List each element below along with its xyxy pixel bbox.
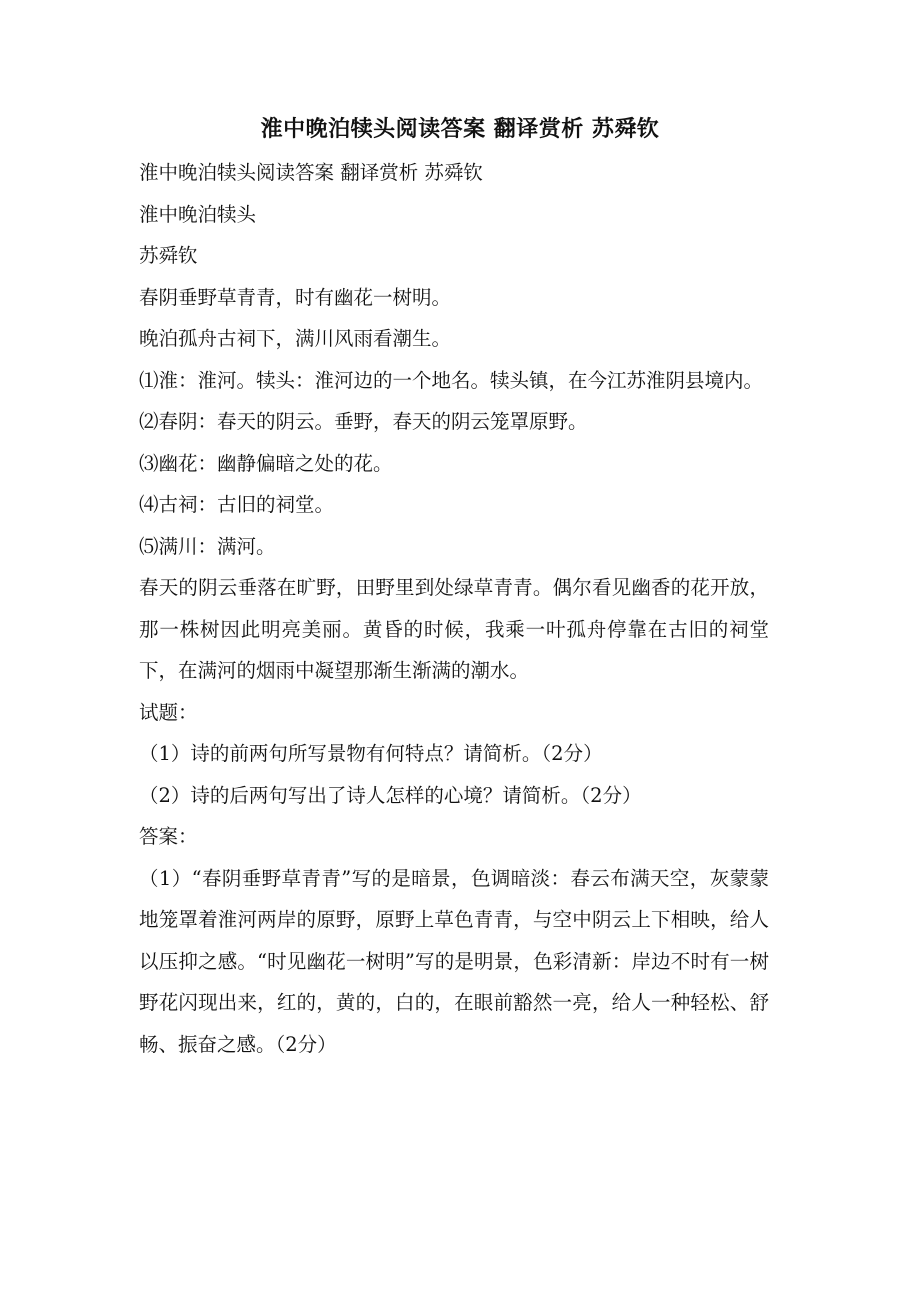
poem-line: 春阴垂野草青青，时有幽花一树明。 <box>139 285 452 309</box>
note-item: ⑴淮：淮河。犊头：淮河边的一个地名。犊头镇，在今江苏淮阴县境内。 <box>139 368 764 392</box>
note-item: ⑷古祠：古旧的祠堂。 <box>139 493 335 516</box>
subtitle: 淮中晚泊犊头阅读答案 翻译赏析 苏舜钦 <box>139 161 483 184</box>
poem-line: 晚泊孤舟古祠下，满川风雨看潮生。 <box>139 327 452 350</box>
translation-paragraph: 春天的阴云垂落在旷野，田野里到处绿草青青。偶尔看见幽香的花开放，那一株树因此明亮美丽。黄昏的时候，我乘一叶孤舟停靠在古旧的祠堂下，在满河的烟雨中凝望那渐生渐满的潮水。 <box>139 576 769 682</box>
questions-label: 试题： <box>139 700 198 724</box>
note-item: ⑶幽花：幽静偏暗之处的花。 <box>139 451 393 475</box>
note-item: ⑵春阴：春天的阴云。垂野，春天的阴云笼罩原野。 <box>139 410 588 433</box>
poem-title: 淮中晚泊犊头 <box>139 202 257 226</box>
question-item: （1）诗的前两句所写景物有何特点？请简析。（2分） <box>139 742 603 765</box>
answers-label: 答案： <box>139 825 198 848</box>
document-body <box>139 152 769 1065</box>
poem-author: 苏舜钦 <box>139 244 198 267</box>
question-item: （2）诗的后两句写出了诗人怎样的心境？请简析。（2分） <box>139 783 642 807</box>
note-item: ⑸满川：满河。 <box>139 534 276 558</box>
document-title: 淮中晚泊犊头阅读答案 翻译赏析 苏舜钦 <box>260 116 660 142</box>
answer-item: （1）“春阴垂野草青青”写的是暗景，色调暗淡：春云布满天空，灰蒙蒙地笼罩着淮河两岸的原野，原野上草色青青，与空中阴云上下相映，给人以压抑之感。“时见幽花一树明”写的是明景，色彩清新：岸边不时有一树野花闪现出来，红的，黄的，白的，在眼前豁然一亮，给人一种轻松、舒畅、振奋之感。（2分） <box>139 866 769 1056</box>
